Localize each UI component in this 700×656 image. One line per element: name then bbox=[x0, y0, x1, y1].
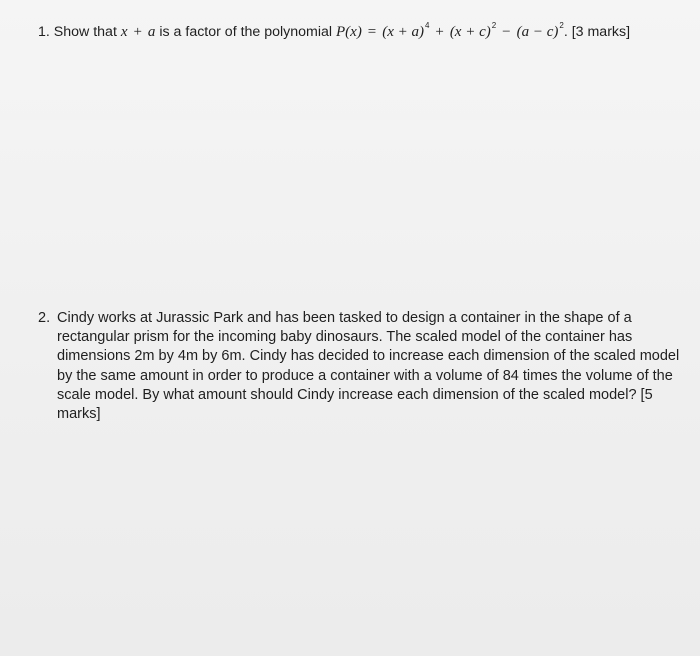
question-2-line: dimensions 2m by 4m by 6m. Cindy has decided to increase each dimension of the scaled model bbox=[57, 348, 680, 365]
question-1-marks: [3 marks] bbox=[571, 24, 631, 40]
question-1-middle-text: is a factor of the polynomial bbox=[159, 24, 333, 40]
minus-sign: − bbox=[502, 24, 511, 40]
factor-variable: x bbox=[120, 24, 128, 40]
plus-sign-2: + bbox=[435, 24, 444, 40]
term-3-exponent: 2 bbox=[559, 21, 564, 30]
end-period: . bbox=[563, 24, 568, 40]
equals-sign: = bbox=[367, 24, 377, 40]
question-2-line: marks] bbox=[57, 406, 101, 423]
question-1 bbox=[38, 14, 693, 44]
term-3: (a − c) bbox=[516, 24, 559, 40]
question-1-prefix: Show that bbox=[53, 24, 117, 40]
question-2-line: Cindy works at Jurassic Park and has been tasked to design a container in the shape of a bbox=[57, 310, 632, 326]
term-1: (x + a) bbox=[382, 24, 424, 40]
factor-constant: a bbox=[147, 24, 156, 40]
question-2-line: rectangular prism for the incoming baby dinosaurs. The scaled model of the container has bbox=[57, 329, 633, 346]
question-2-number: 2. bbox=[38, 310, 51, 326]
polynomial-name: P(x) bbox=[336, 24, 362, 40]
plus-sign: + bbox=[133, 24, 142, 40]
question-2-text bbox=[57, 309, 689, 424]
question-2-line: scale model. By what amount should Cindy increase each dimension of the scaled model? [5 bbox=[57, 386, 653, 403]
term-2-exponent: 2 bbox=[491, 21, 497, 30]
question-2-line: by the same amount in order to produce a container with a volume of 84 times the volume of the bbox=[57, 367, 673, 384]
question-1-number: 1. bbox=[38, 24, 50, 40]
term-1-exponent: 4 bbox=[424, 21, 430, 30]
term-2: (x + c) bbox=[449, 24, 491, 40]
